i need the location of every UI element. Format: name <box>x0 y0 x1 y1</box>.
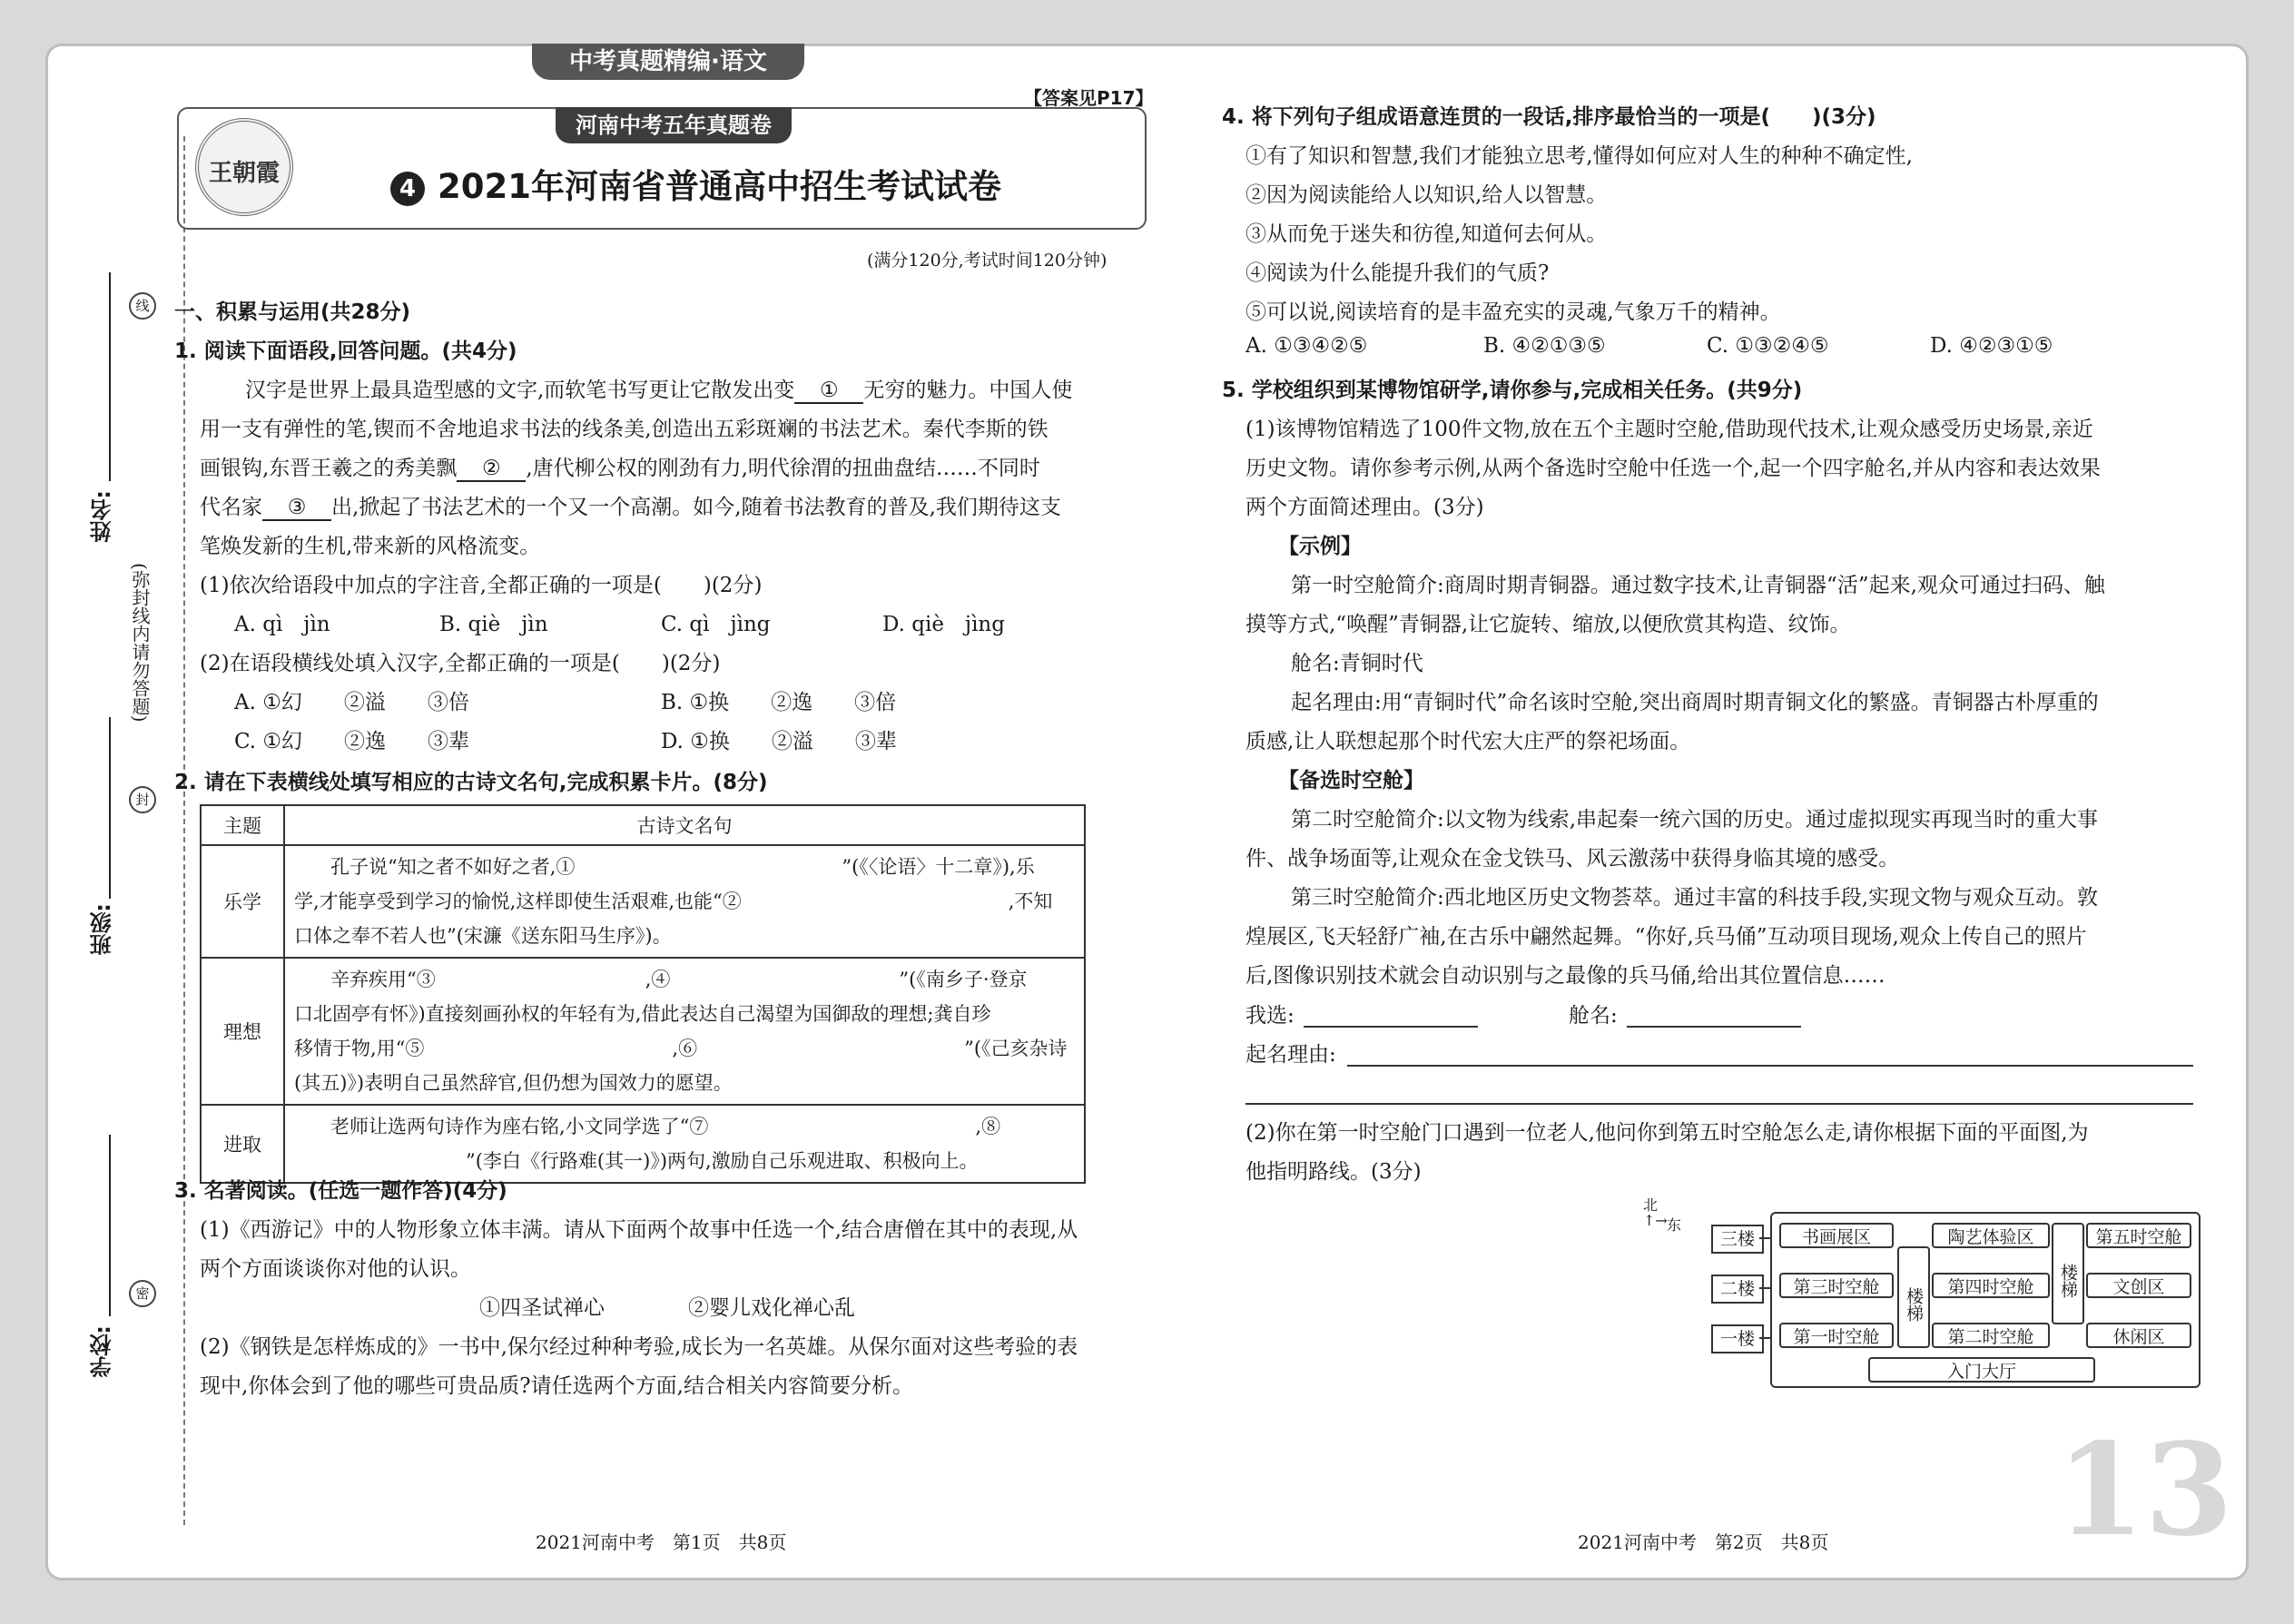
q4-sentence: ②因为阅读能给人以知识,给人以智慧。 <box>1245 183 1608 207</box>
q3-sub2-line2: 现中,你体会到了他的哪些可贵品质?请任选两个方面,结合相关内容简要分析。 <box>200 1374 913 1398</box>
q4-option-d[interactable]: D. ④②③①⑤ <box>1930 334 2053 358</box>
floor-label-3: 三楼 <box>1711 1225 1764 1254</box>
example-line: 舱名:青铜时代 <box>1291 652 1423 675</box>
class-line[interactable] <box>109 717 111 899</box>
q3-sub1-line1: (1)《西游记》中的人物形象立体丰满。请从下面两个故事中任选一个,结合唐僧在其中的表现,从 <box>200 1218 1078 1242</box>
publisher-logo <box>195 118 293 216</box>
binding-note: (弥封线内请勿答题) <box>129 563 151 723</box>
topic-cell: 进取 <box>201 1105 284 1183</box>
q1-sub2-option-c[interactable]: C. ①幻 ②逸 ③辈 <box>234 730 470 753</box>
room-lobby[interactable]: 入门大厅 <box>1868 1357 2095 1383</box>
q1-sub2-option-b[interactable]: B. ①换 ②逸 ③倍 <box>661 691 897 714</box>
binding-mark-secret: 密 <box>129 1280 156 1307</box>
q1-sub1-option-a[interactable]: A. qì jìn <box>234 613 330 636</box>
series-tag: 中考真题精编·语文 <box>532 44 804 80</box>
q3-heading: 3. 名著阅读。(任选一题作答)(4分) <box>174 1179 507 1203</box>
reason-input-line-2[interactable] <box>1245 1103 2193 1105</box>
content-cell[interactable]: 老师让选两句诗作为座右铭,小文同学选了“⑦ ,⑧ ”(李白《行路难(其一)》)两句,激励自己乐观进取、积极向上。 <box>284 1105 1085 1183</box>
alternative-line: 煌展区,飞天轻舒广袖,在古乐中翩然起舞。“你好,兵马俑”互动项目现场,观众上传自己的照片 <box>1245 925 2087 949</box>
cabin-name-input-line[interactable] <box>1627 1026 1801 1028</box>
q4-sentence: ④阅读为什么能提升我们的气质? <box>1245 261 1550 285</box>
q1-sub1-option-d[interactable]: D. qiè jìng <box>882 613 1005 636</box>
room-calligraphy[interactable]: 书画展区 <box>1779 1223 1894 1248</box>
cabin-name-label: 舱名: <box>1569 1004 1618 1028</box>
floor-connector <box>1759 1337 1770 1339</box>
q3-sub1-line2: 两个方面谈谈你对他的认识。 <box>200 1257 471 1281</box>
q1-passage-line1: 汉字是世界上最具造型感的文字,而软笔书写更让它散发出变 ① 无穷的魅力。中国人使 <box>245 379 1073 402</box>
q1-sub1-option-c[interactable]: C. qì jìng <box>661 613 771 636</box>
answer-reference: 【答案见P17】 <box>1024 87 1154 109</box>
alternative-line: 后,图像识别技术就会自动识别与之最像的兵马俑,给出其位置信息…… <box>1245 964 1885 988</box>
choose-input-line[interactable] <box>1304 1026 1478 1028</box>
room-third-cabin[interactable]: 第三时空舱 <box>1779 1273 1894 1298</box>
reason-label: 起名理由: <box>1245 1043 1336 1067</box>
room-pottery[interactable]: 陶艺体验区 <box>1932 1223 2050 1248</box>
room-leisure[interactable]: 休闲区 <box>2086 1323 2191 1348</box>
name-label: 姓名: <box>90 490 115 543</box>
q3-sub2-line1: (2)《钢铁是怎样炼成的》一书中,保尔经过种种考验,成长为一名英雄。从保尔面对这些考验的表 <box>200 1335 1078 1359</box>
table-row <box>201 845 1085 958</box>
name-line[interactable] <box>109 272 111 481</box>
example-line: 第一时空舱简介:商周时期青铜器。通过数字技术,让青铜器“活”起来,观众可通过扫码、触 <box>1291 574 2105 597</box>
reason-input-line[interactable] <box>1347 1065 2193 1067</box>
alternative-tag: 【备选时空舱】 <box>1278 769 1424 792</box>
alternative-line: 第二时空舱简介:以文物为线索,串起秦一统六国的历史。通过虚拟现实再现当时的重大事 <box>1291 808 2099 832</box>
east-label: 东 <box>1667 1216 1682 1234</box>
table-row <box>201 1105 1085 1183</box>
q4-option-c[interactable]: C. ①③②④⑤ <box>1707 334 1829 358</box>
series-banner: 河南中考五年真题卷 <box>556 107 792 143</box>
q5-sub1-line2: 历史文物。请你参考示例,从两个备选时空舱中任选一个,起一个四字舱名,并从内容和表达效果 <box>1245 457 2101 480</box>
choose-label: 我选: <box>1245 1004 1295 1028</box>
floor-connector <box>1759 1287 1770 1289</box>
room-fifth-cabin[interactable]: 第五时空舱 <box>2086 1223 2191 1248</box>
stairs-west[interactable]: 楼梯 <box>1897 1246 1930 1348</box>
section-heading: 一、积累与运用(共28分) <box>174 300 411 324</box>
school-line[interactable] <box>109 1135 111 1316</box>
q1-sub1-option-b[interactable]: B. qiè jìn <box>439 613 548 636</box>
logo-text: 王朝霞 <box>208 160 280 187</box>
content-cell[interactable]: 辛弃疾用“③ ,④ ”(《南乡子·登京 口北固亭有怀》)直接刻画孙权的年轻有为,借此表达自己渴望为国御敌的理想;龚自珍 移情于物,用“⑤ ,⑥ ”(《己亥杂诗 (其五)》)表明自己虽然辞官,但仍想为国效力的愿望。 <box>284 958 1085 1105</box>
q1-passage-line4: 代名家 ③ 出,掀起了书法艺术的一个又一个高潮。如今,随着书法教育的普及,我们期待这支 <box>200 496 1061 519</box>
left-page-footer: 2021河南中考 第1页 共8页 <box>536 1531 787 1553</box>
q1-blank3[interactable]: ③ <box>262 496 331 521</box>
q4-option-b[interactable]: B. ④②①③⑤ <box>1483 334 1606 358</box>
q1-passage-line2: 用一支有弹性的笔,锲而不舍地追求书法的线条美,创造出五彩斑斓的书法艺术。秦代李斯的铁 <box>200 418 1049 441</box>
q1-blank2[interactable]: ② <box>457 457 526 482</box>
q4-sentence: ⑤可以说,阅读培育的是丰盈充实的灵魂,气象万千的精神。 <box>1245 300 1781 324</box>
q1-sub2: (2)在语段横线处填入汉字,全都正确的一项是( )(2分) <box>200 652 721 675</box>
q2-heading: 2. 请在下表横线处填写相应的古诗文名句,完成积累卡片。(8分) <box>174 771 768 794</box>
q1-heading: 1. 阅读下面语段,回答问题。(共4分) <box>174 340 517 363</box>
floor-label-2: 二楼 <box>1711 1275 1764 1304</box>
q4-sentence: ①有了知识和智慧,我们才能独立思考,懂得如何应对人生的种种不确定性, <box>1245 144 1913 168</box>
content-cell[interactable]: 孔子说“知之者不如好之者,① ”(《〈论语〉十二章》),乐 学,才能享受到学习的愉悦,这样即使生活艰难,也能“② ,不知 口体之奉不若人也”(宋濂《送东阳马生序》)。 <box>284 845 1085 958</box>
q4-heading: 4. 将下列句子组成语意连贯的一段话,排序最恰当的一项是( )(3分) <box>1222 105 1876 129</box>
binding-mark-line: 线 <box>129 292 156 320</box>
class-label: 班级: <box>90 903 115 956</box>
table-header-lines: 古诗文名句 <box>284 805 1085 845</box>
q5-sub1-line3: 两个方面简述理由。(3分) <box>1245 496 1484 519</box>
museum-floor-plan: 北 ↑→ 东 三楼 二楼 一楼 书画展区 陶艺体验区 第五时空舱 第三时空舱 第四时空舱 文创区 第一时空舱 第二时空舱 休闲区 入门大厅 楼梯 楼梯 <box>1643 1194 2206 1403</box>
alternative-line: 第三时空舱简介:西北地区历史文物荟萃。通过丰富的科技手段,实现文物与观众互动。敦 <box>1291 886 2099 910</box>
binding-mark-seal: 封 <box>129 786 156 813</box>
room-fourth-cabin[interactable]: 第四时空舱 <box>1932 1273 2050 1298</box>
right-page-footer: 2021河南中考 第2页 共8页 <box>1578 1531 1829 1553</box>
stairs-east[interactable]: 楼梯 <box>2052 1223 2084 1324</box>
example-line: 质感,让人联想起那个时代宏大庄严的祭祀场面。 <box>1245 730 1691 753</box>
q5-sub2-line1: (2)你在第一时空舱门口遇到一位老人,他问你到第五时空舱怎么走,请你根据下面的平面图,为 <box>1245 1121 2089 1145</box>
exam-title <box>390 159 1001 208</box>
q1-sub2-option-d[interactable]: D. ①换 ②溢 ③辈 <box>661 730 897 753</box>
q4-sentence: ③从而免于迷失和彷徨,知道何去何从。 <box>1245 222 1608 246</box>
q5-sub2-line2: 他指明路线。(3分) <box>1245 1160 1422 1184</box>
q1-sub1: (1)依次给语段中加点的字注音,全都正确的一项是( )(2分) <box>200 574 763 597</box>
q1-blank1[interactable]: ① <box>794 379 863 404</box>
floor-connector <box>1759 1237 1770 1239</box>
q1-passage-line3: 画银钩,东晋王羲之的秀美飘 ② ,唐代柳公权的刚劲有力,明代徐渭的扭曲盘结……不同时 <box>200 457 1040 480</box>
score-note: (满分120分,考试时间120分钟) <box>867 251 1108 271</box>
room-creative[interactable]: 文创区 <box>2086 1273 2191 1298</box>
school-label: 学校: <box>90 1325 115 1378</box>
q4-option-a[interactable]: A. ①③④②⑤ <box>1245 334 1368 358</box>
table-row <box>201 958 1085 1105</box>
example-line: 起名理由:用“青铜时代”命名该时空舱,突出商周时期青铜文化的繁盛。青铜器古朴厚重的 <box>1291 691 2099 714</box>
room-first-cabin[interactable]: 第一时空舱 <box>1779 1323 1894 1348</box>
table-header-topic: 主题 <box>201 805 284 845</box>
q5-sub1-line1: (1)该博物馆精选了100件文物,放在五个主题时空舱,借助现代技术,让观众感受历史场景,亲近 <box>1245 418 2093 441</box>
topic-cell: 乐学 <box>201 845 284 958</box>
accumulation-card-table <box>200 804 1097 1184</box>
room-second-cabin[interactable]: 第二时空舱 <box>1932 1323 2050 1348</box>
example-tag: 【示例】 <box>1278 535 1362 558</box>
topic-cell: 理想 <box>201 958 284 1105</box>
exam-number-badge: 4 <box>390 172 425 206</box>
q1-sub2-option-a[interactable]: A. ①幻 ②溢 ③倍 <box>234 691 469 714</box>
alternative-line: 件、战争场面等,让观众在金戈铁马、风云激荡中获得身临其境的感受。 <box>1245 847 1900 871</box>
binding-margin <box>84 136 185 1525</box>
exam-title-text: 2021年河南省普通高中招生考试试卷 <box>438 167 1001 206</box>
example-line: 摸等方式,“唤醒”青铜器,让它旋转、缩放,以便欣赏其构造、纹饰。 <box>1245 613 1851 636</box>
floor-label-1: 一楼 <box>1711 1324 1764 1353</box>
north-label: 北 <box>1643 1196 1659 1214</box>
q1-passage-line5: 笔焕发新的生机,带来新的风格流变。 <box>200 535 541 558</box>
q5-heading: 5. 学校组织到某博物馆研学,请你参与,完成相关任务。(共9分) <box>1222 379 1803 402</box>
page-number: 13 <box>2056 1416 2233 1565</box>
q3-story-options: ①四圣试禅心 ②婴儿戏化禅心乱 <box>479 1296 855 1320</box>
